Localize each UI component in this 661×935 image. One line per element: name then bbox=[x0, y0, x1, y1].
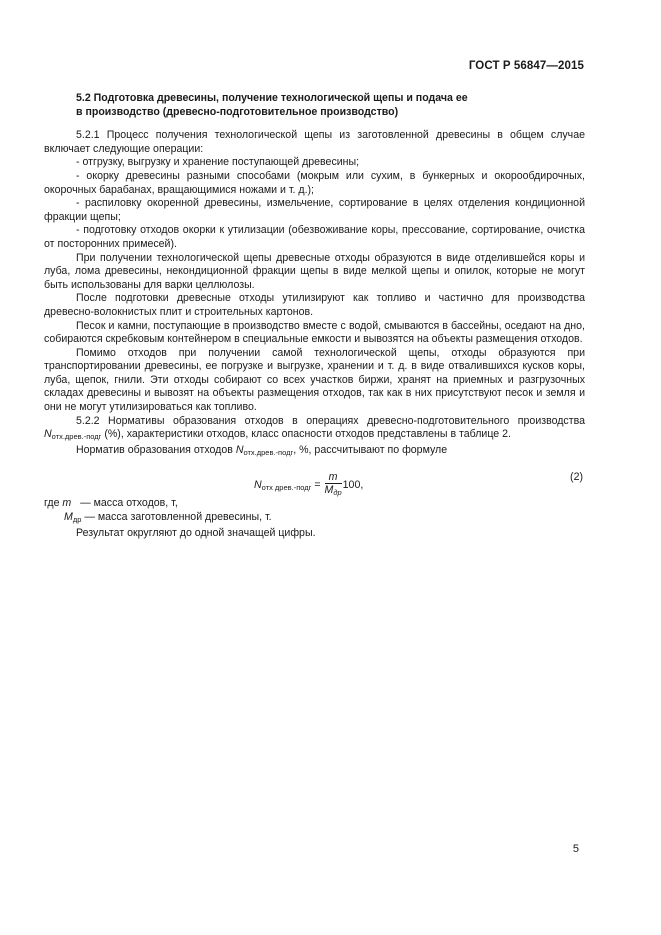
paragraph-sand: Песок и камни, поступающие в производство вместе с водой, смываются в бассейны, оседают на дно, собираются скребковым контейнером в специальные емкости и вывозятся на объекты размещения отходов. bbox=[44, 319, 585, 346]
where-m: где m — масса отходов, т, bbox=[44, 497, 178, 510]
formula-expression: $N_{отх древ.-подг}$ = $\frac{m}{M_{др}}$ 100, bbox=[254, 471, 364, 498]
list-item: - распиловку окоренной древесины, измельчение, сортирование в целях отделения кондиционной фракции щепы; bbox=[44, 197, 585, 223]
paragraph-after: После подготовки древесные отходы утилизируют как топливо и частично для производства древесно-волокнистых плит и строительных картонов. bbox=[44, 292, 585, 318]
paragraph-5-2-2: 5.2.2 Нормативы образования отходов в операциях древесно-подготовительного производства $N_{отх.древ.-подг}$ (%), характеристики отходов, класс опасности отходов представлены в таблице 2. bbox=[44, 414, 585, 442]
paragraph-waste: При получении технологической щепы древесные отходы образуются в виде отделившейся коры и луба, лома древесины, некондиционной фракции щепы в виде мелкой щепы и опилок, которые не могут быть использованы для варки целлюлозы. bbox=[44, 251, 585, 291]
paragraph-5-2-1: 5.2.1 Процесс получения технологической щепы из заготовленной древесины в общем случае включает следующие операции: bbox=[44, 129, 585, 155]
where-M: $M_{др}$ — масса заготовленной древесины, т. bbox=[64, 511, 272, 525]
page-number: 5 bbox=[572, 843, 579, 855]
formula-number: (2) bbox=[570, 471, 583, 484]
paragraph-besides: Помимо отходов при получении самой технологической щепы, отходы образуются при транспортировании древесины, ее погрузке и выгрузке, хранении и т. д. в виде отвалившихся кусков коры, луба, щепок, гнили. Эти отходы собирают со всех участков биржи, хранят на приемных и разгрузочных складах древесины и вывозят на объекты размещения отходов, так как в них присутствуют песок и земля и они не могут утилизироваться как топливо. bbox=[44, 346, 585, 414]
formula-2 bbox=[44, 461, 585, 497]
paragraph-norm: Норматив образования отходов $N_{отх.древ.-подг}$, %, рассчитывают по формуле bbox=[76, 443, 448, 457]
section-heading-line1: 5.2 Подготовка древесины, получение технологической щепы и подача ее bbox=[76, 92, 468, 104]
list-item: - отгрузку, выгрузку и хранение поступающей древесины; bbox=[76, 156, 360, 169]
section-heading-line2: в производство (древесно-подготовительное производство) bbox=[76, 105, 399, 118]
formula-fraction: $\frac{m}{M_{др}}$ bbox=[324, 471, 342, 498]
document-body bbox=[44, 92, 585, 540]
standard-code: ГОСТ Р 56847—2015 bbox=[468, 60, 584, 72]
list-item: - окорку древесины разными способами (мокрым или сухим, в бункерных и окорообдирочных, окорочных барабанах, вращающимися ножами и т. д.); bbox=[44, 169, 585, 196]
paragraph-result: Результат округляют до одной значащей цифры. bbox=[76, 526, 316, 539]
list-item: - подготовку отходов окорки к утилизации (обезвоживание коры, прессование, сортирование, очистка от посторонних примесей). bbox=[44, 224, 585, 250]
